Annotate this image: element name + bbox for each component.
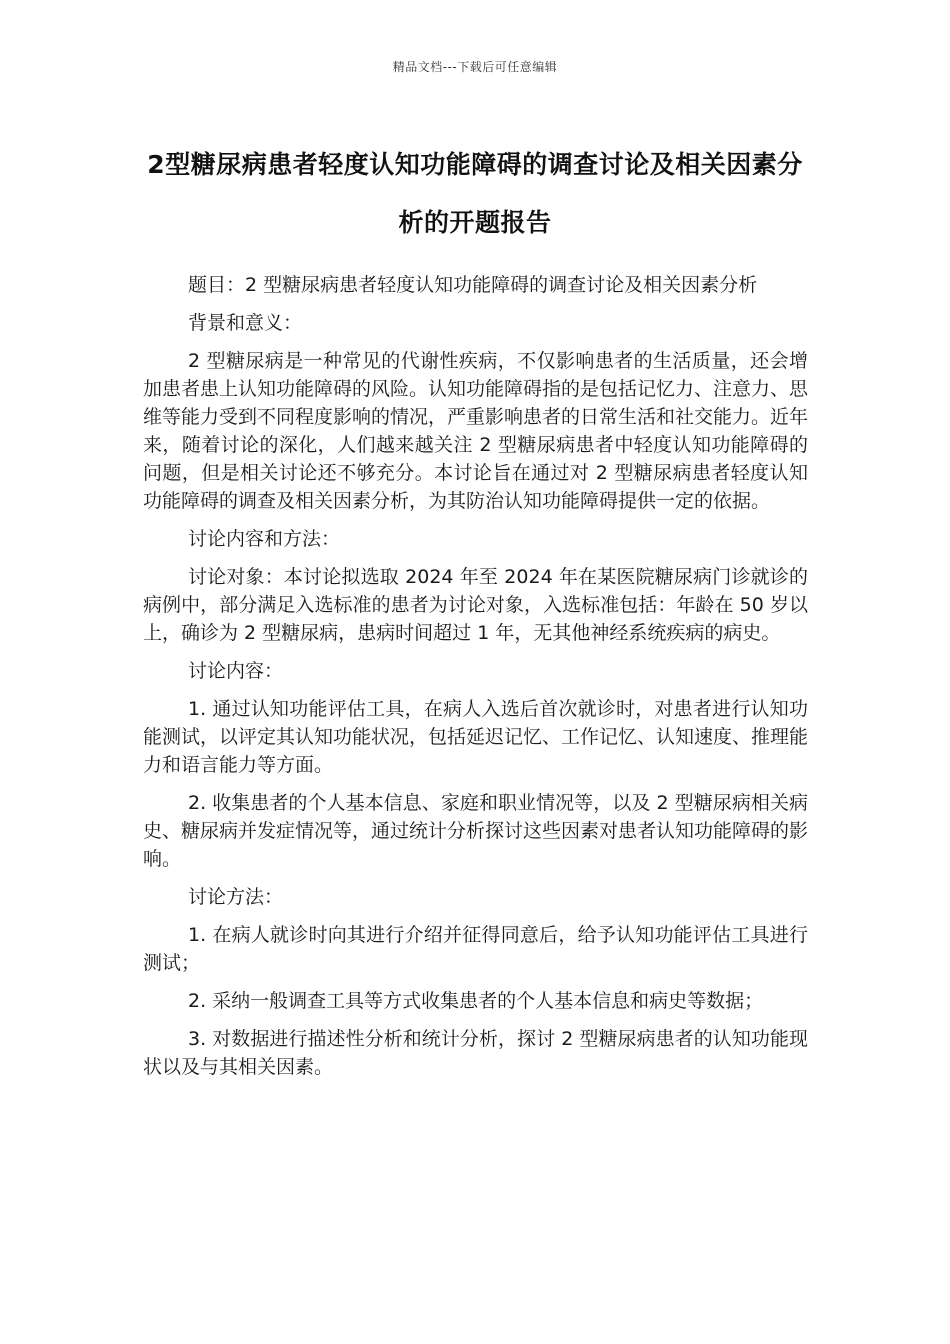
list-item-content-1: 1. 通过认知功能评估工具，在病人入选后首次就诊时，对患者进行认知功能测试，以评定其认知功能状况，包括延迟记忆、工作记忆、认知速度、推理能力和语言能力等方面。 xyxy=(143,698,809,776)
document-title: 2型糖尿病患者轻度认知功能障碍的调查讨论及相关因素分析的开题报告 xyxy=(147,150,803,237)
list-item-method-2: 2. 采纳一般调查工具等方式收集患者的个人基本信息和病史等数据； xyxy=(188,990,764,1012)
document-body xyxy=(143,271,808,1091)
paragraph-background: 2 型糖尿病是一种常见的代谢性疾病，不仅影响患者的生活质量，还会增加患者患上认知功能障碍的风险。认知功能障碍指的是包括记忆力、注意力、思维等能力受到不同程度影响的情况，严重影响患者的日常生活和社交能力。近年来，随着讨论的深化，人们越来越关注 2 型糖尿病患者中轻度认知功能障碍的问题，但是相关讨论还不够充分。本讨论旨在通过对 2 型糖尿病患者轻度认知功能障碍的调查及相关因素分析，为其防治认知功能障碍提供一定的依据。 xyxy=(143,350,809,512)
paragraph-topic: 题目：2 型糖尿病患者轻度认知功能障碍的调查讨论及相关因素分析 xyxy=(188,274,758,296)
heading-background: 背景和意义： xyxy=(188,312,303,334)
heading-content-methods: 讨论内容和方法： xyxy=(188,528,341,550)
list-item-content-2: 2. 收集患者的个人基本信息、家庭和职业情况等，以及 2 型糖尿病相关病史、糖尿病并发症情况等，通过统计分析探讨这些因素对患者认知功能障碍的影响。 xyxy=(143,792,809,870)
list-item-method-3: 3. 对数据进行描述性分析和统计分析，探讨 2 型糖尿病患者的认知功能现状以及与其相关因素。 xyxy=(143,1028,808,1078)
paragraph-subjects: 讨论对象：本讨论拟选取 2024 年至 2024 年在某医院糖尿病门诊就诊的病例中，部分满足入选标准的患者为讨论对象，入选标准包括：年龄在 50 岁以上，确诊为 2 型糖尿病，患病时间超过 1 年，无其他神经系统疾病的病史。 xyxy=(143,566,808,644)
heading-content: 讨论内容： xyxy=(188,660,284,682)
heading-methods: 讨论方法： xyxy=(188,886,284,908)
list-item-method-1: 1. 在病人就诊时向其进行介绍并征得同意后，给予认知功能评估工具进行测试； xyxy=(143,924,808,974)
header-note: 精品文档---下载后可任意编辑 xyxy=(392,60,558,74)
